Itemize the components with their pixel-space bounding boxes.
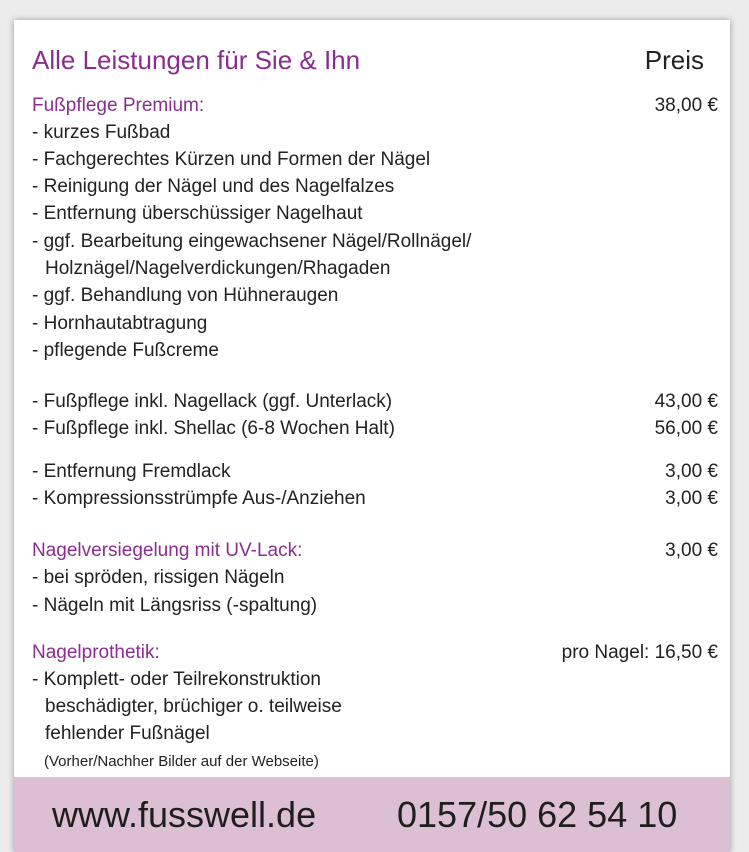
extra-price: 3,00 € — [665, 461, 718, 482]
list-item: - ggf. Bearbeitung eingewachsener Nägel/Rollnägel/ — [32, 231, 472, 252]
price-column-header: Preis — [644, 45, 704, 75]
extra-price: 3,00 € — [665, 488, 718, 509]
list-item: - Entfernung überschüssiger Nagelhaut — [32, 203, 363, 224]
versiegelung-name: Nagelversiegelung mit UV-Lack: — [32, 540, 303, 561]
list-item: - Nägeln mit Längsriss (-spaltung) — [32, 595, 318, 616]
prothetik-price: pro Nagel: 16,50 € — [561, 642, 718, 663]
list-item: Holznägel/Nagelverdickungen/Rhagaden — [45, 258, 391, 279]
versiegelung-price: 3,00 € — [665, 540, 718, 561]
list-item: - bei spröden, rissigen Nägeln — [32, 567, 285, 588]
list-item: - Reinigung der Nägel und des Nagelfalzes — [32, 176, 395, 197]
extra-price: 56,00 € — [654, 418, 718, 439]
list-item: - Hornhautabtragung — [32, 313, 208, 334]
premium-price: 38,00 € — [654, 95, 718, 116]
list-item: - kurzes Fußbad — [32, 122, 171, 143]
prothetik-note: (Vorher/Nachher Bilder auf der Webseite) — [44, 753, 319, 770]
website-link[interactable]: www.fusswell.de — [52, 794, 317, 835]
extra-label: - Fußpflege inkl. Shellac (6-8 Wochen Halt) — [32, 418, 395, 439]
extra-price: 43,00 € — [654, 391, 718, 412]
list-item: - pflegende Fußcreme — [32, 340, 219, 361]
prothetik-name: Nagelprothetik: — [32, 642, 160, 663]
price-list-card — [14, 20, 730, 852]
phone-number[interactable]: 0157/50 62 54 10 — [397, 794, 678, 835]
list-item: - ggf. Behandlung von Hühneraugen — [32, 285, 339, 306]
extra-label: - Kompressionsstrümpfe Aus-/Anziehen — [32, 488, 366, 509]
list-item: beschädigter, brüchiger o. teilweise — [45, 696, 342, 717]
extra-label: - Entfernung Fremdlack — [32, 461, 231, 482]
footer-bar — [14, 777, 730, 852]
list-item: - Fachgerechtes Kürzen und Formen der Nägel — [32, 149, 431, 170]
extra-label: - Fußpflege inkl. Nagellack (ggf. Unterlack) — [32, 391, 393, 412]
list-item: fehlender Fußnägel — [45, 723, 210, 744]
page-title: Alle Leistungen für Sie & Ihn — [32, 45, 361, 75]
premium-name: Fußpflege Premium: — [32, 95, 205, 116]
list-item: - Komplett- oder Teilrekonstruktion — [32, 669, 321, 690]
